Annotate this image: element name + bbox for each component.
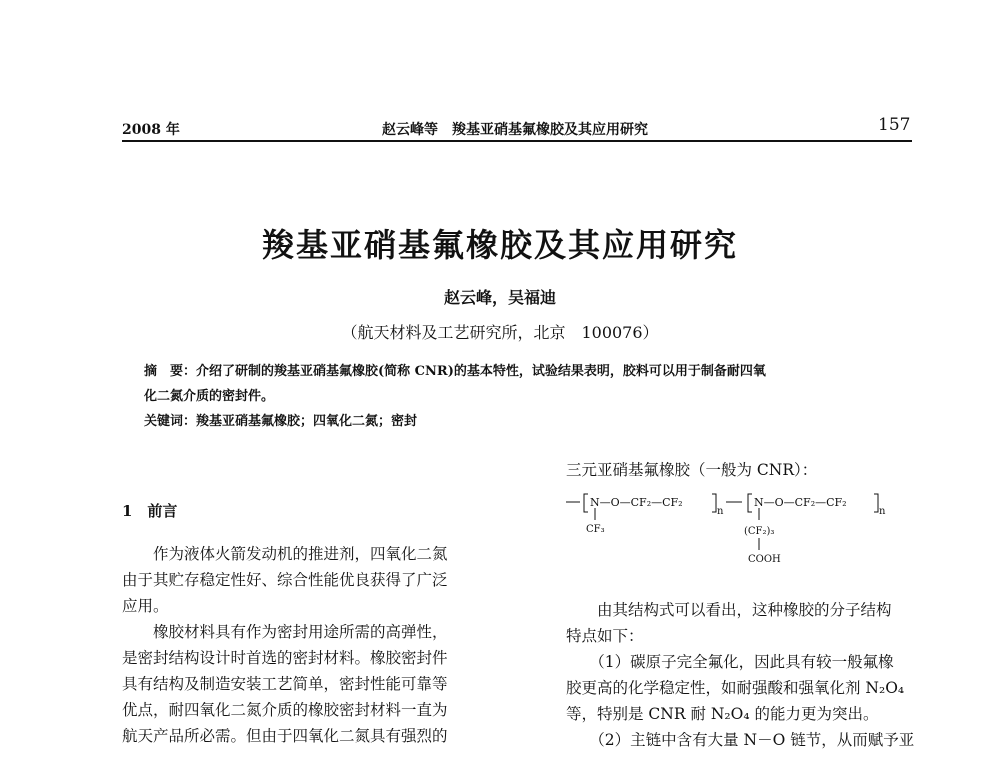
right-subscript-n: n [879,506,886,517]
body-line: （2）主链中含有大量 N－O 链节，从而赋予亚 [566,731,915,749]
body-line: 特点如下： [566,627,644,645]
bracket-left-open [584,494,588,512]
formula-caption: 三元亚硝基氟橡胶（一般为 CNR）： [566,461,818,479]
keywords: 关键词：羧基亚硝基氟橡胶；四氧化二氮；密封 [144,414,418,429]
paper-title: 羧基亚硝基氟橡胶及其应用研究 [261,226,738,264]
structural-formula [566,488,896,578]
right-repeat-unit: N—O—CF₂—CF₂ [754,496,847,509]
body-line: （1）碳原子完全氟化，因此具有较一般氟橡 [566,653,894,671]
body-line: 橡胶材料具有作为密封用途所需的高弹性， [122,623,448,641]
body-line: 作为液体火箭发动机的推进剂，四氧化二氮 [122,545,448,563]
abstract-line-2: 化二氮介质的密封件。 [144,389,275,404]
body-line: 胶更高的化学稳定性，如耐强酸和强氧化剂 N₂O₄ [566,679,905,697]
body-line: 优点，耐四氧化二氮介质的橡胶密封材料一直为 [122,701,448,719]
body-line: 是密封结构设计时首选的密封材料。橡胶密封件 [122,649,448,667]
body-line: 等，特别是 CNR 耐 N₂O₄ 的能力更为突出。 [566,705,879,723]
section-heading: 1 前言 [122,502,178,520]
left-subscript-n: n [717,506,724,517]
right-side-group: (CF₂)₃ [744,526,775,537]
body-line: 航天产品所必需。但由于四氧化二氮具有强烈的 [122,727,448,745]
header-running-title: 赵云峰等 羧基亚硝基氟橡胶及其应用研究 [382,122,648,138]
body-line: 具有结构及制造安装工艺简单，密封性能可靠等 [122,675,448,693]
abstract-line-1: 摘 要：介绍了研制的羧基亚硝基氟橡胶(简称 CNR)的基本特性，试验结果表明，胶料可以用于制备耐四氧 [144,364,766,379]
authors: 赵云峰，吴福迪 [443,288,556,307]
right-terminal-group: COOH [748,554,781,565]
bracket-left-close [712,494,716,512]
left-side-group: CF₃ [586,524,605,535]
bracket-right-close [874,494,878,512]
body-line: 由其结构式可以看出，这种橡胶的分子结构 [566,601,892,619]
body-line: 由于其贮存稳定性好、综合性能优良获得了广泛 [122,571,448,589]
affiliation: （航天材料及工艺研究所，北京 100076） [341,323,659,342]
page-number: 157 [878,115,911,135]
header-year: 2008 年 [122,122,180,138]
header-rule [122,140,912,142]
body-line: 应用。 [122,597,169,615]
bracket-right-open [748,494,752,512]
left-repeat-unit: N—O—CF₂—CF₂ [590,496,683,509]
